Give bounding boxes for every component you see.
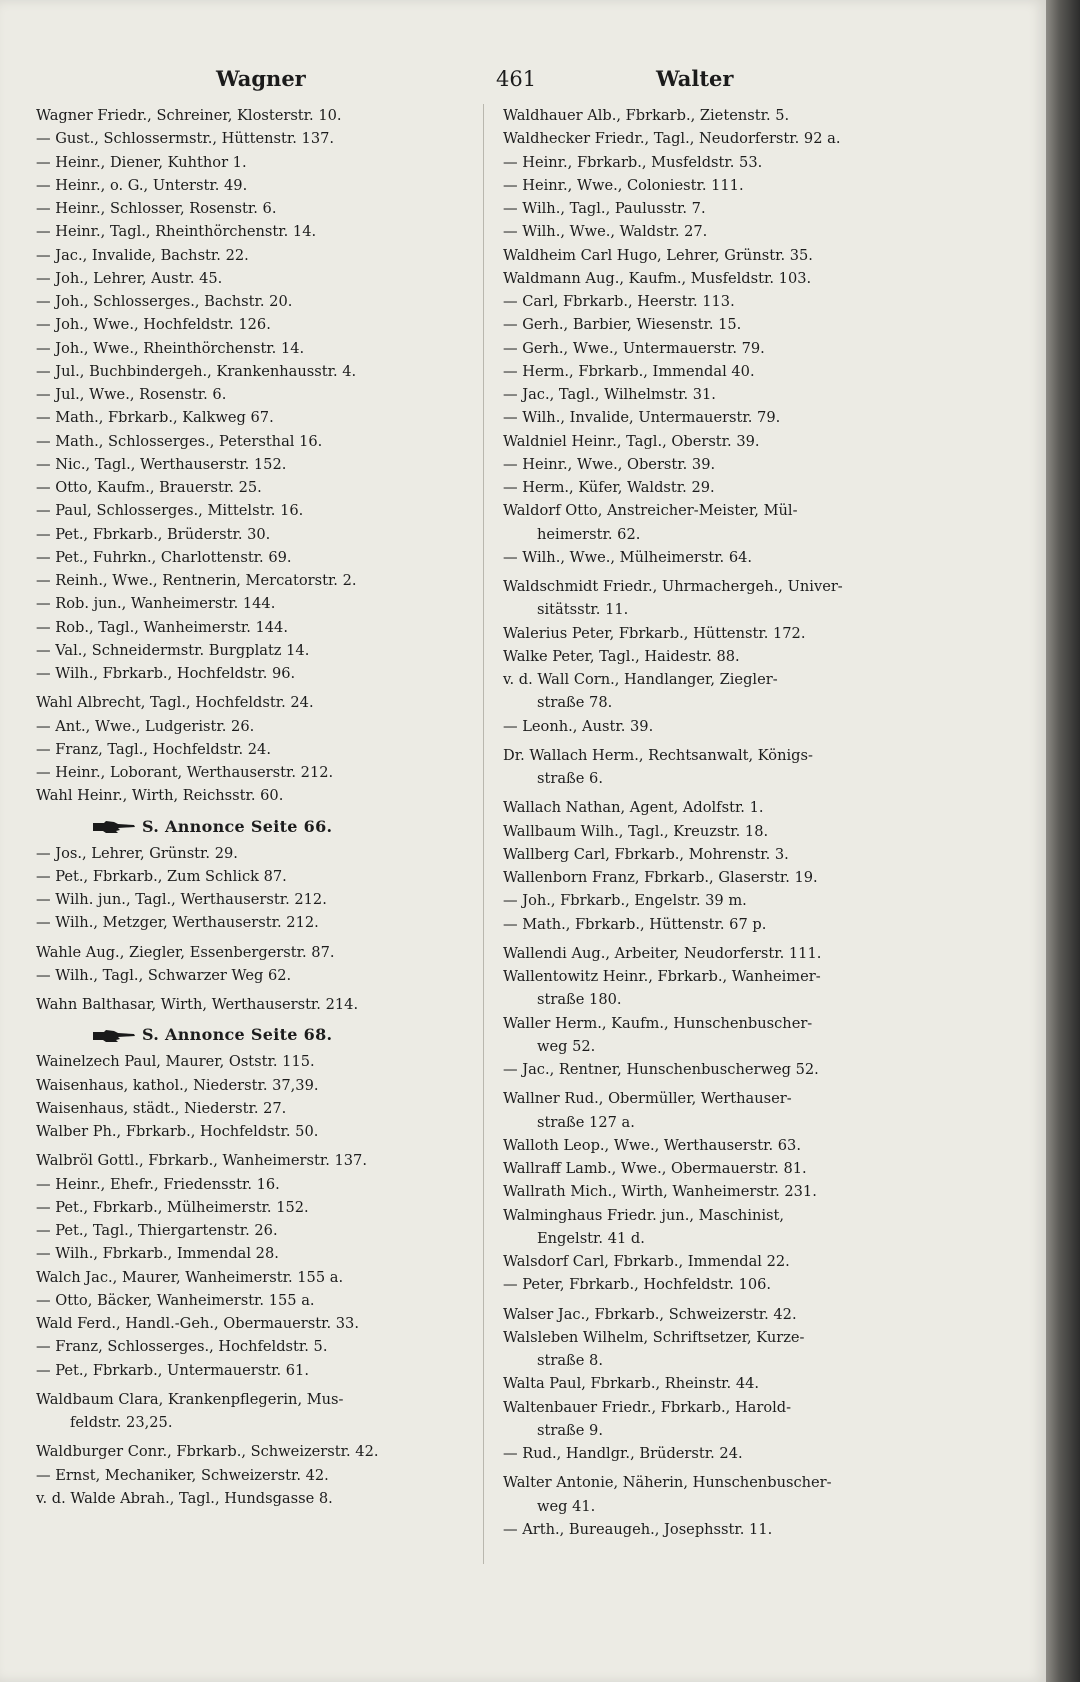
directory-entry <box>36 784 470 807</box>
entry-line: — Heinr., Wwe., Oberstr. 39. <box>503 455 716 473</box>
directory-entry <box>36 127 470 150</box>
directory-entry <box>36 1173 470 1196</box>
directory-entry <box>503 406 943 429</box>
entry-line: — Jul., Wwe., Rosenstr. 6. <box>36 386 227 403</box>
directory-entry <box>503 383 943 406</box>
entry-line: — Herm., Fbrkarb., Immendal 40. <box>503 362 755 380</box>
entry-line: — Wilh., Metzger, Werthauserstr. 212. <box>36 914 319 932</box>
entry-line: Walke Peter, Tagl., Haidestr. 88. <box>503 647 740 665</box>
directory-entry <box>36 1312 470 1335</box>
directory-entry <box>503 1326 943 1373</box>
notice-text: S. Annonce Seite 68. <box>142 1025 333 1045</box>
entry-line: Waltenbauer Friedr., Fbrkarb., Harold- <box>503 1398 792 1416</box>
entry-line: — Wilh. jun., Tagl., Werthauserstr. 212. <box>36 891 327 908</box>
entry-line: Walch Jac., Maurer, Wanheimerstr. 155 a. <box>36 1268 344 1286</box>
pointing-hand-icon <box>92 1028 136 1044</box>
running-head <box>36 62 1016 96</box>
directory-entry <box>503 1087 943 1134</box>
directory-entry <box>503 796 943 819</box>
directory-entry <box>36 267 470 290</box>
entry-line: Wallraff Lamb., Wwe., Obermauerstr. 81. <box>503 1160 807 1177</box>
entry-line: — Heinr., Diener, Kuhthor 1. <box>36 153 247 171</box>
directory-entry <box>503 1012 943 1059</box>
entry-line: Walbröl Gottl., Fbrkarb., Wanheimerstr. 137. <box>36 1152 367 1170</box>
directory-entry <box>36 337 470 360</box>
directory-entry <box>503 1396 943 1443</box>
entry-continuation-line: straße 180. <box>537 991 622 1009</box>
directory-entry <box>503 866 943 889</box>
entry-line: Wahl Albrecht, Tagl., Hochfeldstr. 24. <box>36 694 314 712</box>
directory-entry <box>503 430 943 453</box>
entry-line: — Wilh., Wwe., Mülheimerstr. 64. <box>503 548 753 566</box>
entry-line: — Pet., Fbrkarb., Zum Schlick 87. <box>36 867 287 885</box>
directory-entry <box>503 715 943 738</box>
directory-entry <box>36 151 470 174</box>
entry-line: — Joh., Lehrer, Austr. 45. <box>36 269 223 287</box>
directory-entry <box>36 941 470 964</box>
directory-entry <box>503 843 943 866</box>
left-column <box>36 104 470 1510</box>
directory-entry <box>36 662 470 685</box>
directory-entry <box>36 1149 470 1172</box>
directory-entry <box>503 197 943 220</box>
entry-line: — Paul, Schlosserges., Mittelstr. 16. <box>36 502 304 520</box>
entry-continuation-line: Engelstr. 41 d. <box>537 1229 645 1247</box>
entry-line: — Gust., Schlossermstr., Hüttenstr. 137. <box>36 130 335 148</box>
directory-entry <box>36 360 470 383</box>
directory-entry <box>36 197 470 220</box>
directory-entry <box>36 616 470 639</box>
directory-entry <box>36 546 470 569</box>
entry-line: Waldheim Carl Hugo, Lehrer, Grünstr. 35. <box>503 246 813 264</box>
directory-entry <box>503 244 943 267</box>
entry-line: — Jos., Lehrer, Grünstr. 29. <box>36 844 238 862</box>
entry-continuation-line: straße 6. <box>537 770 603 787</box>
directory-entry <box>503 290 943 313</box>
entry-line: Wallrath Mich., Wirth, Wanheimerstr. 231. <box>503 1183 817 1201</box>
entry-line: — Wilh., Fbrkarb., Hochfeldstr. 96. <box>36 665 296 682</box>
directory-entry <box>36 1266 470 1289</box>
entry-line: — Jac., Rentner, Hunschenbuscherweg 52. <box>503 1061 819 1078</box>
entry-line: — Val., Schneidermstr. Burgplatz 14. <box>36 641 310 659</box>
entry-line: — Jac., Tagl., Wilhelmstr. 31. <box>503 386 716 403</box>
directory-entry <box>36 523 470 546</box>
directory-entry <box>503 889 943 912</box>
entry-line: Waisenhaus, städt., Niederstr. 27. <box>36 1099 287 1117</box>
entry-line: Waldhecker Friedr., Tagl., Neudorferstr. 92 a. <box>503 130 841 148</box>
entry-line: Wahn Balthasar, Wirth, Werthauserstr. 214. <box>36 996 359 1013</box>
directory-entry <box>36 761 470 784</box>
directory-entry <box>503 267 943 290</box>
directory-entry <box>36 499 470 522</box>
entry-line: — Joh., Fbrkarb., Engelstr. 39 m. <box>503 892 747 910</box>
entry-line: Wallberg Carl, Fbrkarb., Mohrenstr. 3. <box>503 845 789 863</box>
directory-entry <box>503 668 943 715</box>
entry-line: — Heinr., Schlosser, Rosenstr. 6. <box>36 200 277 217</box>
entry-line: — Pet., Fuhrkn., Charlottenstr. 69. <box>36 548 292 566</box>
directory-entry <box>36 1050 470 1073</box>
directory-entry <box>36 1464 470 1487</box>
entry-line: — Heinr., Fbrkarb., Musfeldstr. 53. <box>503 153 763 171</box>
entry-line: Waldhauer Alb., Fbrkarb., Zietenstr. 5. <box>503 107 790 124</box>
binding-edge <box>1046 0 1080 1682</box>
entry-line: Wallendi Aug., Arbeiter, Neudorferstr. 111. <box>503 944 822 962</box>
entry-line: Waldschmidt Friedr., Uhrmachergeh., Univer- <box>503 578 843 595</box>
directory-entry <box>36 1440 470 1463</box>
entry-continuation-line: straße 8. <box>537 1352 603 1369</box>
advertisement-notice <box>36 1016 470 1050</box>
directory-entry <box>36 313 470 336</box>
entry-line: — Heinr., Ehefr., Friedensstr. 16. <box>36 1175 280 1193</box>
directory-entry <box>36 174 470 197</box>
entry-line: — Ant., Wwe., Ludgeristr. 26. <box>36 717 255 735</box>
directory-entry <box>503 965 943 1012</box>
directory-entry <box>503 546 943 569</box>
directory-entry <box>503 1471 943 1518</box>
directory-entry <box>503 622 943 645</box>
directory-entry <box>503 337 943 360</box>
directory-entry <box>503 575 943 622</box>
directory-entry <box>503 1180 943 1203</box>
entry-line: — Pet., Fbrkarb., Brüderstr. 30. <box>36 525 271 543</box>
entry-line: — Reinh., Wwe., Rentnerin, Mercatorstr. 2. <box>36 572 357 589</box>
entry-line: Wainelzech Paul, Maurer, Oststr. 115. <box>36 1053 315 1071</box>
directory-entry <box>36 691 470 714</box>
directory-entry <box>36 1388 470 1435</box>
directory-entry <box>503 820 943 843</box>
directory-entry <box>36 1120 470 1143</box>
entry-line: Walsdorf Carl, Fbrkarb., Immendal 22. <box>503 1253 790 1270</box>
entry-line: — Wilh., Tagl., Schwarzer Weg 62. <box>36 966 292 984</box>
directory-entry <box>36 244 470 267</box>
entry-line: Walerius Peter, Fbrkarb., Hüttenstr. 172. <box>503 624 806 642</box>
entry-continuation-line: heimerstr. 62. <box>537 525 641 543</box>
right-column <box>503 104 943 1541</box>
directory-entry <box>36 1242 470 1265</box>
directory-entry <box>503 360 943 383</box>
entry-line: — Leonh., Austr. 39. <box>503 717 654 735</box>
entry-line: Waller Herm., Kaufm., Hunschenbuscher- <box>503 1014 813 1032</box>
entry-line: Waldniel Heinr., Tagl., Oberstr. 39. <box>503 432 760 450</box>
directory-entry <box>36 911 470 934</box>
directory-entry <box>36 1335 470 1358</box>
directory-entry <box>36 639 470 662</box>
entry-line: Wallach Nathan, Agent, Adolfstr. 1. <box>503 799 764 817</box>
entry-line: — Heinr., o. G., Unterstr. 49. <box>36 176 248 194</box>
directory-entry <box>503 744 943 791</box>
directory-entry <box>36 1487 470 1510</box>
directory-entry <box>503 1250 943 1273</box>
entry-line: — Wilh., Invalide, Untermauerstr. 79. <box>503 409 781 427</box>
entry-line: Wallentowitz Heinr., Fbrkarb., Wanheimer- <box>503 968 821 985</box>
entry-continuation-line: weg 52. <box>537 1037 596 1055</box>
entry-continuation-line: weg 41. <box>537 1497 596 1515</box>
entry-line: — Herm., Küfer, Waldstr. 29. <box>503 479 715 496</box>
page-number: 461 <box>496 67 537 91</box>
directory-entry <box>503 1372 943 1395</box>
directory-entry <box>503 453 943 476</box>
entry-line: v. d. Wall Corn., Handlanger, Ziegler- <box>503 671 778 688</box>
entry-line: Waldmann Aug., Kaufm., Musfeldstr. 103. <box>503 269 812 287</box>
directory-entry <box>36 406 470 429</box>
entry-line: Waldburger Conr., Fbrkarb., Schweizerstr. 42. <box>36 1443 379 1461</box>
entry-line: Wallenborn Franz, Fbrkarb., Glaserstr. 19. <box>503 869 818 886</box>
entry-line: — Otto, Kaufm., Brauerstr. 25. <box>36 479 262 496</box>
entry-line: — Heinr., Loborant, Werthauserstr. 212. <box>36 764 334 781</box>
directory-entry <box>36 715 470 738</box>
directory-entry <box>503 313 943 336</box>
directory-entry <box>503 127 943 150</box>
directory-entry <box>36 569 470 592</box>
entry-line: — Heinr., Tagl., Rheinthörchenstr. 14. <box>36 223 317 241</box>
directory-entry <box>36 1097 470 1120</box>
directory-entry <box>503 1273 943 1296</box>
entry-line: — Gerh., Wwe., Untermauerstr. 79. <box>503 339 765 357</box>
directory-entry <box>36 1359 470 1382</box>
directory-entry <box>36 842 470 865</box>
entry-line: Walter Antonie, Näherin, Hunschenbuscher- <box>503 1474 832 1492</box>
directory-entry <box>503 942 943 965</box>
entry-line: — Math., Fbrkarb., Hüttenstr. 67 p. <box>503 915 767 933</box>
directory-entry <box>36 1289 470 1312</box>
directory-entry <box>503 1442 943 1465</box>
entry-line: — Jac., Invalide, Bachstr. 22. <box>36 246 249 264</box>
entry-line: — Joh., Wwe., Rheinthörchenstr. 14. <box>36 339 305 357</box>
entry-line: Wallner Rud., Obermüller, Werthauser- <box>503 1090 792 1108</box>
header-right-name: Walter <box>656 66 734 91</box>
entry-line: Walta Paul, Fbrkarb., Rheinstr. 44. <box>503 1375 760 1393</box>
directory-entry <box>503 1134 943 1157</box>
entry-line: — Wilh., Tagl., Paulusstr. 7. <box>503 200 706 217</box>
entry-line: — Rud., Handlgr., Brüderstr. 24. <box>503 1445 743 1462</box>
directory-entry <box>503 645 943 668</box>
entry-line: Walsleben Wilhelm, Schriftsetzer, Kurze- <box>503 1328 805 1346</box>
entry-line: — Rob. jun., Wanheimerstr. 144. <box>36 595 276 613</box>
header-left-name: Wagner <box>216 66 306 91</box>
entry-line: — Otto, Bäcker, Wanheimerstr. 155 a. <box>36 1291 315 1309</box>
entry-line: — Franz, Tagl., Hochfeldstr. 24. <box>36 740 271 758</box>
entry-line: Walber Ph., Fbrkarb., Hochfeldstr. 50. <box>36 1123 319 1140</box>
directory-entry <box>503 476 943 499</box>
entry-line: v. d. Walde Abrah., Tagl., Hundsgasse 8. <box>36 1489 333 1507</box>
entry-line: Dr. Wallach Herm., Rechtsanwalt, Königs- <box>503 746 813 764</box>
entry-line: Walminghaus Friedr. jun., Maschinist, <box>503 1206 785 1224</box>
directory-entry <box>503 1204 943 1251</box>
entry-line: Waisenhaus, kathol., Niederstr. 37,39. <box>36 1076 319 1094</box>
directory-entry <box>36 888 470 911</box>
entry-line: — Carl, Fbrkarb., Heerstr. 113. <box>503 293 735 310</box>
entry-line: Wahle Aug., Ziegler, Essenbergerstr. 87. <box>36 943 335 961</box>
entry-line: — Pet., Fbrkarb., Mülheimerstr. 152. <box>36 1198 309 1216</box>
entry-line: Walser Jac., Fbrkarb., Schweizerstr. 42. <box>503 1305 797 1323</box>
directory-entry <box>36 738 470 761</box>
directory-entry <box>503 151 943 174</box>
directory-entry <box>36 430 470 453</box>
entry-continuation-line: sitätsstr. 11. <box>537 601 629 619</box>
advertisement-notice <box>36 808 470 842</box>
directory-entry <box>36 104 470 127</box>
entry-line: Wald Ferd., Handl.-Geh., Obermauerstr. 33. <box>36 1315 359 1332</box>
entry-line: Wahl Heinr., Wirth, Reichsstr. 60. <box>36 787 284 805</box>
entry-line: — Jul., Buchbindergeh., Krankenhausstr. 4. <box>36 362 357 380</box>
directory-entry <box>36 383 470 406</box>
entry-line: — Peter, Fbrkarb., Hochfeldstr. 106. <box>503 1276 772 1294</box>
directory-entry <box>36 290 470 313</box>
entry-line: Waldbaum Clara, Krankenpflegerin, Mus- <box>36 1390 344 1408</box>
entry-line: — Joh., Wwe., Hochfeldstr. 126. <box>36 316 271 334</box>
entry-line: Wagner Friedr., Schreiner, Klosterstr. 10. <box>36 107 342 124</box>
entry-line: — Pet., Tagl., Thiergartenstr. 26. <box>36 1222 278 1239</box>
entry-line: Walloth Leop., Wwe., Werthauserstr. 63. <box>503 1136 801 1154</box>
entry-line: — Math., Fbrkarb., Kalkweg 67. <box>36 409 274 427</box>
directory-entry <box>36 453 470 476</box>
entry-line: — Rob., Tagl., Wanheimerstr. 144. <box>36 618 288 636</box>
directory-entry <box>36 592 470 615</box>
directory-entry <box>36 1219 470 1242</box>
directory-entry <box>503 1303 943 1326</box>
directory-entry <box>36 476 470 499</box>
directory-entry <box>36 865 470 888</box>
notice-text: S. Annonce Seite 66. <box>142 816 333 836</box>
entry-line: — Ernst, Mechaniker, Schweizerstr. 42. <box>36 1466 329 1484</box>
entry-line: — Pet., Fbrkarb., Untermauerstr. 61. <box>36 1361 309 1379</box>
entry-line: — Wilh., Fbrkarb., Immendal 28. <box>36 1245 279 1263</box>
entry-line: — Arth., Bureaugeh., Josephsstr. 11. <box>503 1520 773 1538</box>
pointing-hand-icon <box>92 819 136 835</box>
entry-continuation-line: straße 127 a. <box>537 1113 635 1131</box>
entry-line: Wallbaum Wilh., Tagl., Kreuzstr. 18. <box>503 822 769 840</box>
entry-line: — Franz, Schlosserges., Hochfeldstr. 5. <box>36 1338 328 1356</box>
directory-entry <box>503 913 943 936</box>
entry-line: Waldorf Otto, Anstreicher-Meister, Mül- <box>503 502 798 520</box>
entry-line: — Nic., Tagl., Werthauserstr. 152. <box>36 455 287 473</box>
directory-entry <box>503 174 943 197</box>
entry-continuation-line: straße 9. <box>537 1421 603 1439</box>
directory-entry <box>503 104 943 127</box>
directory-entry <box>36 964 470 987</box>
directory-entry <box>36 1196 470 1219</box>
entry-continuation-line: feldstr. 23,25. <box>70 1414 173 1431</box>
entry-line: — Heinr., Wwe., Coloniestr. 111. <box>503 176 744 194</box>
directory-entry <box>503 220 943 243</box>
entry-line: — Wilh., Wwe., Waldstr. 27. <box>503 223 708 241</box>
directory-entry <box>503 499 943 546</box>
entry-continuation-line: straße 78. <box>537 694 613 712</box>
directory-entry <box>503 1157 943 1180</box>
entry-line: — Joh., Schlosserges., Bachstr. 20. <box>36 293 293 310</box>
directory-entry <box>36 993 470 1016</box>
directory-entry <box>36 220 470 243</box>
entry-line: — Math., Schlosserges., Petersthal 16. <box>36 432 323 450</box>
directory-entry <box>36 1074 470 1097</box>
directory-entry <box>503 1518 943 1541</box>
directory-entry <box>503 1058 943 1081</box>
entry-line: — Gerh., Barbier, Wiesenstr. 15. <box>503 316 742 334</box>
column-divider <box>483 104 484 1564</box>
